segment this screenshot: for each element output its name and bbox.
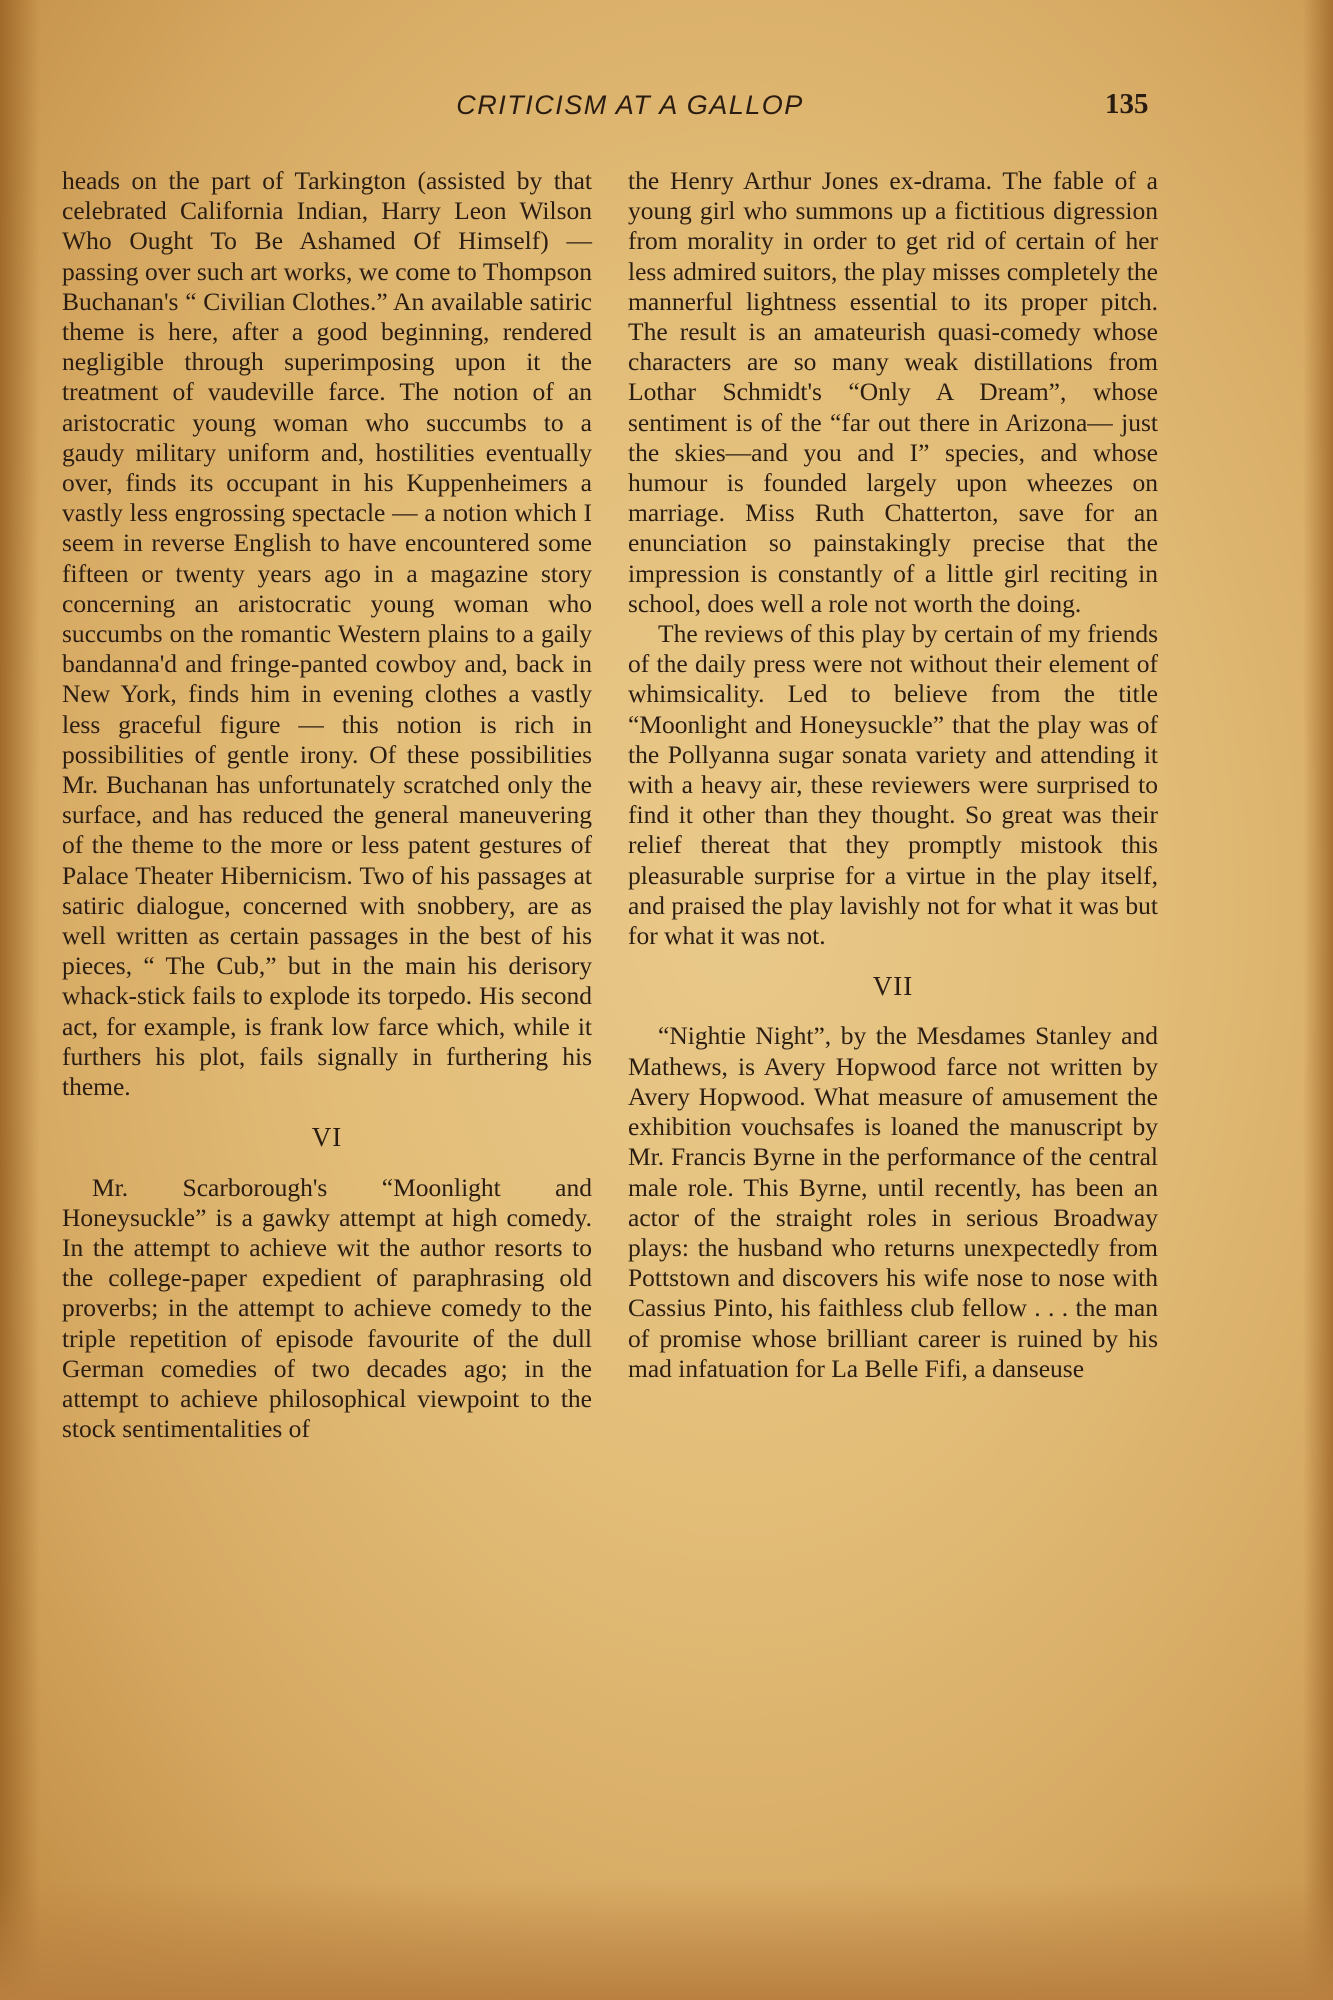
page-edge-shadow-bottom — [0, 1880, 1333, 2000]
right-column — [628, 166, 1158, 1384]
page-number: 135 — [1105, 88, 1149, 120]
left-column — [62, 166, 592, 1444]
paragraph: The reviews of this play by certain of my friends of the daily press were not without their element of whimsicality. Led to believe from the title “Moonlight and Honeysuckle” that the play was of the Pollyanna sugar sonata variety and attending it with a heavy air, these reviewers were surprised to find it other than they thought. So great was their relief thereat that they promptly mistook this pleasurable surprise for a virtue in the play itself, and praised the play lavishly not for what it was but for what it was not. — [628, 619, 1158, 951]
section-heading-vi: VI — [311, 1122, 343, 1153]
paragraph: “Nightie Night”, by the Mesdames Stanley and Mathews, is Avery Hopwood farce not written by Avery Hopwood. What measure of amusement the exhibition vouchsafes is loaned the manuscript by Mr. Francis Byrne in the performance of the central male role. This Byrne, until recently, has been an actor of the straight roles in serious Broadway plays: the husband who returns unexpectedly from Pottstown and discovers his wife nose to nose with Cassius Pinto, his faithless club fellow . . . the man of promise whose brilliant career is ruined by his mad infatuation for La Belle Fifi, a danseuse — [628, 1021, 1158, 1383]
page-edge-shadow-right — [1303, 0, 1333, 2000]
paragraph: the Henry Arthur Jones ex-drama. The fable of a young girl who summons up a fictitious digression from morality in order to get rid of certain of her less admired suitors, the play misses completely the mannerful lightness essential to its proper pitch. The result is an amateurish quasi-comedy whose characters are so many weak distillations from Lothar Schmidt's “Only A Dream”, whose sentiment is of the “far out there in Arizona— just the skies—and you and I” species, and whose humour is founded largely upon wheezes on marriage. Miss Ruth Chatterton, save for an enunciation so painstakingly precise that the impression is constantly of a little girl reciting in school, does well a role not worth the doing. — [628, 166, 1158, 618]
section-heading-vii: VII — [872, 971, 914, 1002]
page-edge-shadow-left — [0, 0, 40, 2000]
paragraph: heads on the part of Tarkington (assisted by that celebrated California Indian, Harry Leon Wilson Who Ought To Be Ashamed Of Himself) — passing over such art works, we come to Thompson Buchanan's “ Civilian Clothes.” An available satiric theme is here, after a good beginning, rendered negligible through superimposing upon it the treatment of vaudeville farce. The notion of an aristocratic young woman who succumbs to a gaudy military uniform and, hostilities eventually over, finds its occupant in his Kuppenheimers a vastly less engrossing spectacle — a notion which I seem in reverse English to have encountered some fifteen or twenty years ago in a magazine story concerning an aristocratic young woman who succumbs on the romantic Western plains to a gaily bandanna'd and fringe-panted cowboy and, back in New York, finds him in evening clothes a vastly less graceful figure — this notion is rich in possibilities of gentle irony. Of these possibilities Mr. Buchanan has unfortunately scratched only the surface, and has reduced the general maneuvering of the theme to the more or less patent gestures of Palace Theater Hibernicism. Two of his passages at satiric dialogue, concerned with snobbery, are as well written as certain passages in the best of his pieces, “ The Cub,” but in the main his derisory whack-stick fails to explode its torpedo. His second act, for example, is frank low farce which, while it furthers his plot, fails signally in furthering his theme. — [62, 166, 592, 1102]
paragraph: Mr. Scarborough's “Moonlight and Honeysuckle” is a gawky attempt at high comedy. In the attempt to achieve wit the author resorts to the college-paper expedient of paraphrasing old proverbs; in the attempt to achieve comedy to the triple repetition of episode favourite of the dull German comedies of two decades ago; in the attempt to achieve philosophical viewpoint to the stock sentimentalities of — [62, 1172, 592, 1444]
running-title: CRITICISM AT A GALLOP — [456, 90, 804, 120]
